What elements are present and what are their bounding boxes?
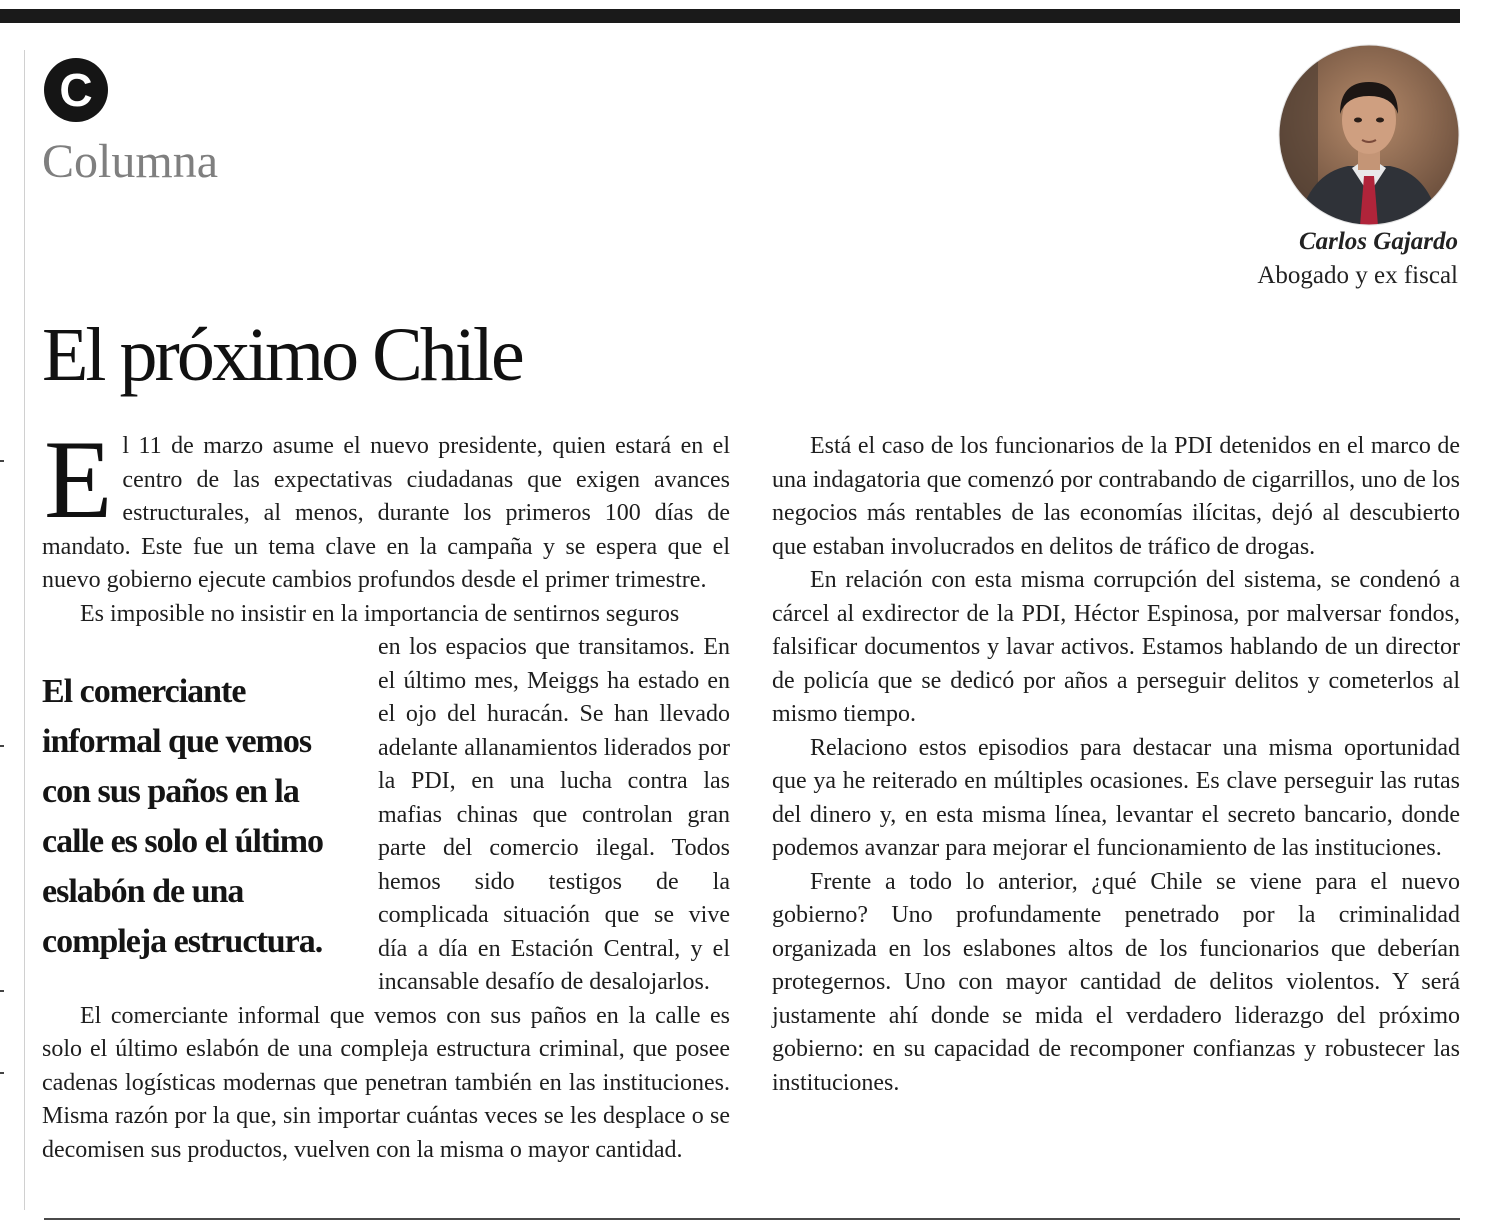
top-rule — [0, 9, 1460, 23]
section-badge: C — [44, 58, 108, 122]
left-column-rule — [24, 50, 25, 1210]
bottom-rule — [44, 1218, 1460, 1220]
drop-cap: E — [44, 418, 113, 542]
author-role: Abogado y ex fiscal — [1257, 262, 1458, 289]
article-paragraph: En relación con esta misma corrupción del sistema, se condenó a cárcel al exdirector de la PDI, Héctor Espinosa, por malversar fondos, falsificar documentos y lavar activos. Estamos hablando de un director de policía que se dedicó por años a perseguir delitos y cometerlos al mismo tiempo. — [772, 567, 1460, 727]
author-name: Carlos Gajardo — [1298, 228, 1458, 255]
pull-quote: El comerciante informal que vemos con sus paños en la calle es solo el último eslabón de una compleja estructura. — [42, 673, 324, 960]
article-paragraph: Está el caso de los funcionarios de la PDI detenidos en el marco de una indagatoria que comenzó por contrabando de cigarrillos, uno de los negocios más rentables de las economías ilícitas, dejó al descubierto que estaban involucrados en delitos de tráfico de drogas. — [772, 433, 1460, 560]
edge-mark — [0, 1072, 4, 1074]
edge-mark — [0, 460, 4, 462]
article-paragraph: Frente a todo lo anterior, ¿qué Chile se viene para el nuevo gobierno? Uno profundamente penetrado por la criminalidad organizada en los eslabones altos de los funcionarios que deberían protegernos. Uno con mayor cantidad de delitos violentos. Y será justamente ahí donde se mida el verdadero liderazgo del próximo gobierno: en su capacidad de recomponer confianzas y robustecer las instituciones. — [772, 868, 1460, 1096]
paragraph-text: l 11 de marzo asume el nuevo presidente, quien estará en el centro de las expectativas ciudadanas que exigen avances estructurales, al menos, durante los primeros 100 días de mandato. Este fue un tema clave en la campaña y se espera que el nuevo gobierno ejecute cambios profundos desde el primer trimestre. — [42, 433, 730, 593]
paragraph-text: en los espacios que transitamos. En el último mes, Meiggs ha estado en el ojo del huracán. Se han llevado adelante allanamientos liderados por la PDI, en una lucha contra las mafias chinas que controlan gran parte del comercio ilegal. Todos hemos sido testigos de la complicada situación que se vive día a día en Estación Central, y el incansable desafío de desalojarlos. — [378, 634, 730, 995]
article-paragraph — [42, 418, 730, 598]
section-label: Columna — [42, 135, 218, 188]
article-column-left — [42, 418, 730, 1167]
article-headline: El próximo Chile — [42, 313, 522, 397]
article-paragraph: El comerciante informal que vemos con sus paños en la calle es solo el último eslabón de una compleja estructura criminal, que posee cadenas logísticas modernas que penetran también en las instituciones. Misma razón por la que, sin importar cuántas veces se les desplace o se decomisen sus productos, vuelven con la misma o mayor cantidad. — [42, 1002, 730, 1163]
article-paragraph — [42, 631, 730, 1000]
author-photo — [1278, 44, 1460, 226]
edge-mark — [0, 745, 4, 747]
article-column-right — [772, 430, 1460, 1100]
article-paragraph: Es imposible no insistir en la importancia de sentirnos seguros — [80, 600, 680, 627]
edge-mark — [0, 990, 4, 992]
article-paragraph: Relaciono estos episodios para destacar una misma oportunidad que ya he reiterado en múltiples ocasiones. Es clave perseguir las rutas del dinero y, en esta misma línea, levantar el secreto bancario, donde podemos avanzar para mejorar el funcionamiento de las instituciones. — [772, 734, 1460, 861]
